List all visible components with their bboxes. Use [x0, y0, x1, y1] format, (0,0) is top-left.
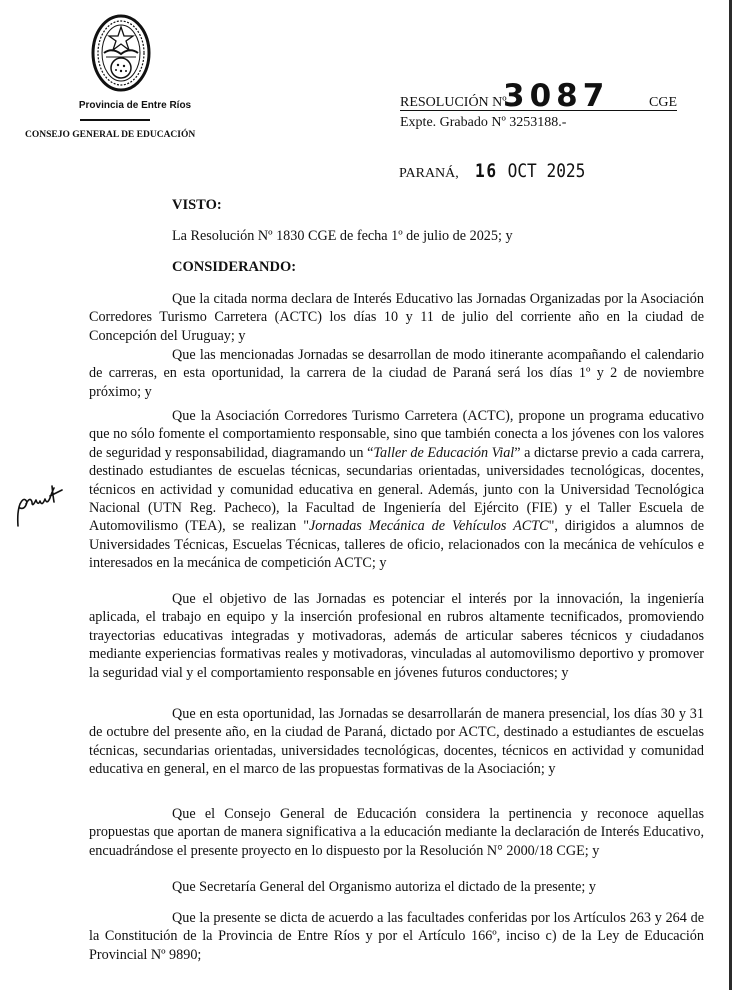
paragraph-text: Que en esta oportunidad, las Jornadas se desarrollarán de manera presencial, los días 30 y 31 de octubre del presente año, en la ciudad de Paraná, dictado por ACTC, destinado a estudiantes de escuelas técnicas, secundarias orientadas, universidades tecnológicas, docentes, técnicos en actividad y comunidad educativa en general, en el marco de las propuestas formativas de la Asociación; y: [89, 706, 704, 778]
considerando-heading: CONSIDERANDO:: [172, 259, 297, 275]
visto-heading: VISTO:: [172, 197, 222, 213]
paragraph-text: Que el Consejo General de Educación considera la pertinencia y reconoce aquellas propuestas que aportan de manera significativa a la educación mediante la declaración de Interés Educativo, encuadrándose el presente proyecto en lo dispuesto por la Resolución N° 2000/18 CGE; y: [89, 806, 704, 859]
paragraph-text: Que la Asociación Corredores Turismo Carretera (ACTC), propone un programa educativo que no sólo fomente el comportamiento responsable, sino que también conecta a los jóvenes con los valores de seguridad y responsabilidad, diagramando un “: [89, 408, 704, 461]
paragraph-text: Que el objetivo de las Jornadas es potenciar el interés por la innovación, la ingeniería aplicada, el trabajo en equipo y la inserción profesional en rubros altamente tecnificados, promoviendo trayectorias educativas integradas y motivadoras, además de articular saberes técnicos y ciudadanos mediante experiencias formativas reales y motivadoras, vinculadas al automovilismo deportivo y promover la seguridad vial y el comportamiento responsable en jóvenes futuros conductores; y: [89, 591, 704, 681]
visto-text: La Resolución Nº 1830 CGE de fecha 1º de julio de 2025; y: [172, 228, 513, 244]
paragraph-text: Que la presente se dicta de acuerdo a las facultades conferidas por los Artículos 263 y 264 de la Constitución de la Provincia de Entre Ríos y por el Artículo 166º, inciso c) de la Ley de Educación Provincial Nº 9890;: [89, 910, 704, 963]
paragraph-text: ” a dictarse previo a cada carrera, destinado estudiantes de escuelas técnicas, secundarias orientadas, universidades tecnológicas, docentes, técnicos en actividad y comunidad educativa en general. Además, junto con la Universidad Tecnológica Nacional (UTN Reg. Pacheco), la Facultad de Ingeniería del Ejército (FIE) y el Taller Escuela de Automovilismo (TEA), se realizan ": [89, 444, 704, 535]
considerando-paragraph-8: [89, 909, 704, 964]
paragraph-text: Que la citada norma declara de Interés Educativo las Jornadas Organizadas por la Asociación Corredores Turismo Carretera (ACTC) los días 10 y 11 de julio del corriente año en la ciudad de Concepción del Uruguay; y: [89, 291, 704, 344]
handwritten-initials-icon: [12, 482, 72, 532]
place-date: [399, 160, 605, 182]
considerando-paragraph-5: [89, 705, 704, 779]
resolution-line: [400, 78, 677, 114]
paragraph-text: ", dirigidos a alumnos de Universidades Técnicas, Escuelas Técnicas, talleres de oficio, relacionados con la mecánica de vehículos e interesados en la mecánica de competición ACTC; y: [89, 518, 704, 572]
date-month-year: OCT 2025: [507, 160, 586, 182]
coat-of-arms-icon: [90, 13, 152, 93]
paragraph-text: Que Secretaría General del Organismo autoriza el dictado de la presente; y: [172, 879, 596, 895]
header-divider: [80, 119, 150, 121]
jornadas-title: Jornadas Mecánica de Vehículos ACTC: [309, 518, 549, 535]
considerando-paragraph-4: [89, 590, 704, 682]
date-stamp: [475, 160, 585, 182]
considerando-paragraph-2: [89, 346, 704, 401]
paragraph-text: Que las mencionadas Jornadas se desarrollan de modo itinerante acompañando el calendario de carreras, en esta oportunidad, la carrera de la ciudad de Paraná será los días 1º y 2 de noviembre próximo; y: [89, 347, 704, 400]
place: PARANÁ,: [399, 166, 459, 181]
resolution-suffix: CGE: [649, 95, 677, 110]
considerando-paragraph-1: [89, 290, 704, 345]
resolution-label: RESOLUCIÓN Nº: [400, 95, 507, 110]
considerando-paragraph-3: [89, 407, 704, 573]
workshop-title: Taller de Educación Vial: [373, 444, 515, 461]
date-day: 16: [474, 160, 498, 182]
considerando-paragraph-7: [89, 878, 704, 896]
council-name: CONSEJO GENERAL DE EDUCACIÓN: [25, 130, 196, 140]
resolution-number: 3087: [503, 78, 610, 114]
province-name: Provincia de Entre Ríos: [78, 100, 192, 111]
considerando-paragraph-6: [89, 805, 704, 860]
expediente-number: Expte. Grabado Nº 3253188.-: [400, 115, 567, 130]
